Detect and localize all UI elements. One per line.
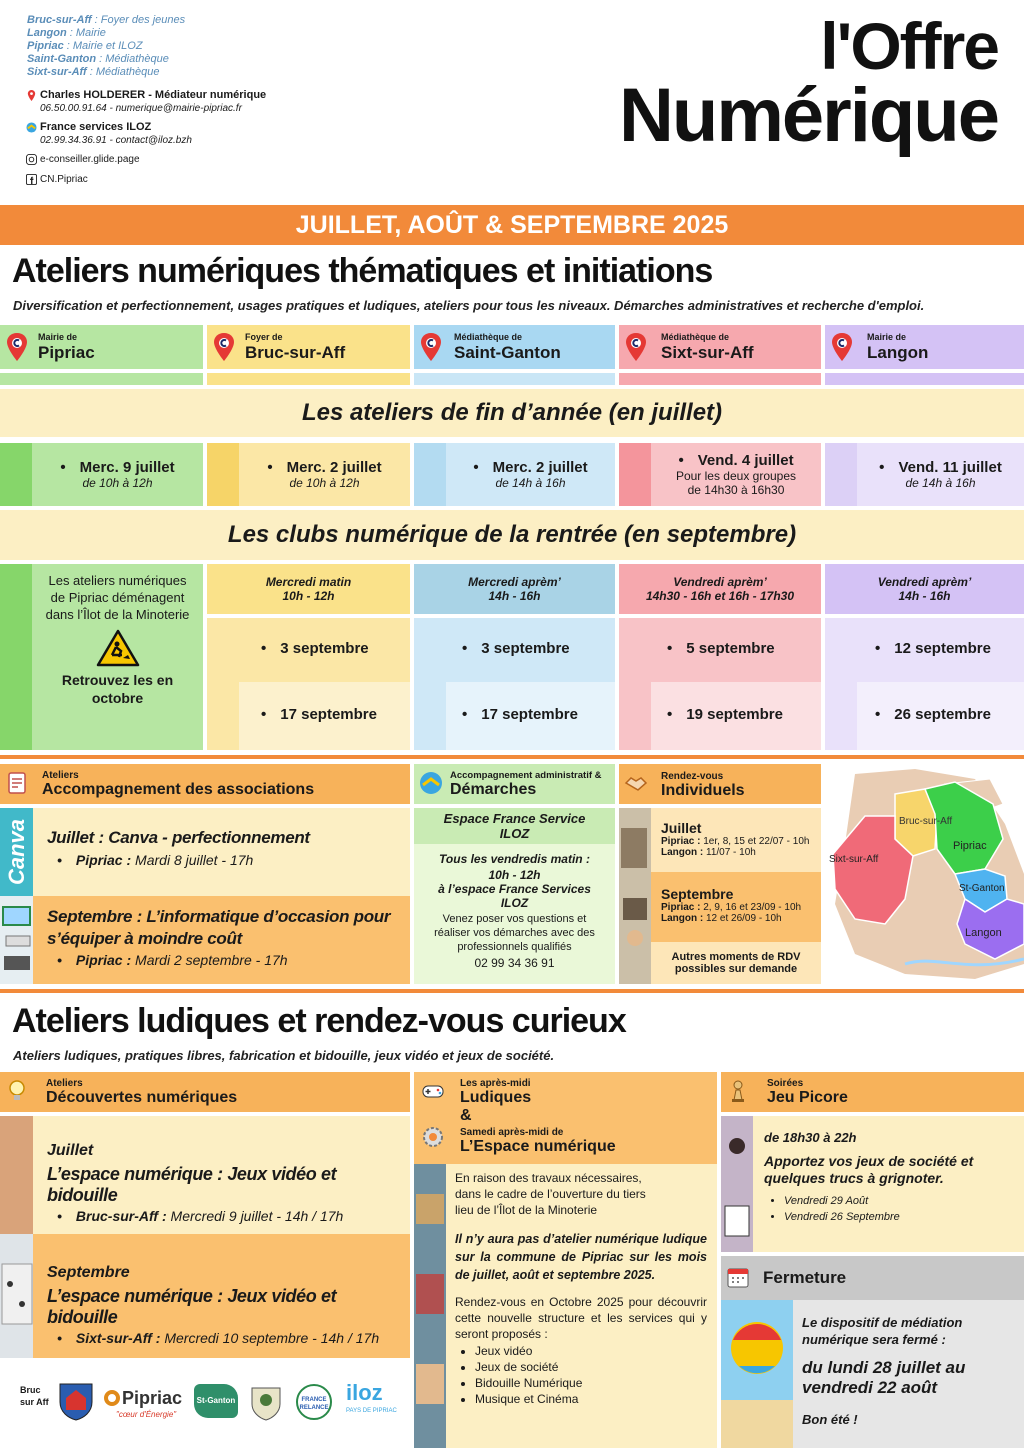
- location-line: Bruc-sur-Aff : Foyer des jeunes: [27, 14, 186, 26]
- decouvertes-septembre: Septembre L’espace numérique : Jeux vidéo et bidouille • Sixt-sur-Aff : Mercredi 10 septembre - 14h / 17h: [33, 1234, 410, 1358]
- location-line: Saint-Ganton : Médiathèque: [27, 53, 169, 65]
- demarches-header: Accompagnement administratif & Démarches: [414, 764, 615, 804]
- canva-logo: Canva: [0, 808, 33, 896]
- venue-header-saint-ganton: Médiathèque de Saint-Ganton: [414, 325, 615, 369]
- map-label-pipriac: Pipriac: [953, 840, 987, 852]
- row-accent: [619, 443, 651, 506]
- board-game-illustration-icon: [414, 1164, 446, 1448]
- fermeture-header: Fermeture: [721, 1256, 1024, 1300]
- fin-annee-title: Les ateliers de fin d’année (en juillet): [0, 389, 1024, 437]
- facebook-icon: [26, 174, 37, 185]
- office-illustration-icon: [619, 808, 651, 984]
- section-title-ateliers: Ateliers numériques thématiques et initiations: [12, 252, 713, 290]
- kids-image: [0, 1116, 33, 1234]
- clubs-title: Les clubs numérique de la rentrée (en septembre): [0, 510, 1024, 560]
- ludiques-body: En raison des travaux nécessaires, dans le cadre de l’ouverture du tiers lieu de l’Îlot de la Minoterie Il n’y aura pas d’atelier numérique ludique sur la commune de Pipriac sur les mois de juillet, août et septembre 2025. Rendez-vous en Octobre 2025 pour découvrir cette nouvelle structure et les services qui y seront proposés : • Jeux vidéo • Jeux de société • Bidouille Numérique • Musique et Cinéma: [446, 1164, 717, 1448]
- club-date-sixt-2: • 19 septembre: [651, 682, 821, 750]
- row-accent: [619, 618, 651, 750]
- club-date-langon-2: • 26 septembre: [857, 682, 1024, 750]
- logo-bruc: Bruc sur Aff: [20, 1385, 49, 1407]
- france-services-icon: [26, 122, 37, 133]
- instagram-icon: [26, 154, 37, 165]
- partner-logos: [0, 1364, 410, 1444]
- period-banner: JUILLET, AOÛT & SEPTEMBRE 2025: [0, 205, 1024, 245]
- location-line: Pipriac : Mairie et ILOZ: [27, 40, 143, 52]
- office-image: [619, 808, 651, 984]
- france-services-icon: [418, 770, 444, 796]
- row-accent: [207, 443, 239, 506]
- map-pin-icon: [625, 333, 647, 361]
- facebook-link[interactable]: CN.Pipriac: [26, 173, 88, 186]
- logo-france-relance: FRANCE RELANCE: [296, 1384, 332, 1420]
- lightbulb-icon: [4, 1078, 30, 1104]
- contact-mediator: Charles HOLDERER - Médiateur numérique 06.50.00.91.64 - numerique@mairie-pipriac.fr: [26, 89, 266, 115]
- document-icon: [4, 770, 30, 796]
- demarches-phone[interactable]: 02 99 34 36 91: [474, 956, 555, 970]
- club-date-bruc-2: • 17 septembre: [239, 682, 410, 750]
- settings-icon: [420, 1124, 446, 1150]
- club-date-sixt-1: • 5 septembre: [651, 618, 821, 682]
- coat-of-arms-icon: [58, 1382, 94, 1422]
- venue-header-pipriac: Mairie de Pipriac: [0, 325, 203, 369]
- picore-body: de 18h30 à 22h Apportez vos jeux de société et quelques trucs à grignoter. • Vendredi 29 Août • Vendredi 26 Septembre: [753, 1116, 1024, 1252]
- row-accent: [414, 618, 446, 750]
- map-label-langon: Langon: [965, 927, 1002, 939]
- mediator-contact-details[interactable]: 06.50.00.91.64 - numerique@mairie-pipriac.fr: [40, 103, 242, 114]
- map-label-saint-ganton: St-Ganton: [959, 883, 1005, 894]
- circuit-board-icon: [0, 1234, 33, 1358]
- roadwork-warning-icon: [96, 629, 140, 667]
- contact-france-services: France services ILOZ 02.99.34.36.91 - contact@iloz.bzh: [26, 121, 192, 147]
- rdv-juillet: Juillet Pipriac : 1er, 8, 15 et 22/07 - 10h Langon : 11/07 - 10h: [651, 808, 821, 872]
- club-slot-sixt: Vendredi aprèm’ 14h30 - 16h et 16h - 17h30: [619, 564, 821, 614]
- page-title: l'Offre Numérique: [619, 9, 998, 158]
- decouvertes-juillet: Juillet L’espace numérique : Jeux vidéo et bidouille • Bruc-sur-Aff : Mercredi 9 juillet - 14h / 17h: [33, 1116, 410, 1234]
- fin-annee-saint-ganton: • Merc. 2 juillet de 14h à 16h: [446, 443, 615, 506]
- fin-annee-bruc: • Merc. 2 juillet de 10h à 12h: [239, 443, 410, 506]
- club-date-langon-1: • 12 septembre: [857, 618, 1024, 682]
- chess-pawn-icon: [725, 1078, 751, 1104]
- divider: [0, 989, 1024, 993]
- row-accent: [414, 443, 446, 506]
- decouvertes-header: Ateliers Découvertes numériques: [0, 1072, 410, 1112]
- game-night-image: [721, 1116, 753, 1252]
- assoc-header: Ateliers Accompagnement des associations: [0, 764, 410, 804]
- map-pin-icon: [213, 333, 235, 361]
- iloz-subtitle: PAYS DE PIPRIAC: [346, 1408, 397, 1414]
- logo-iloz: iloz: [346, 1380, 383, 1405]
- locations-list: [27, 14, 185, 79]
- color-strip: [619, 373, 821, 385]
- ludiques-list: • Jeux vidéo • Jeux de société • Bidouille Numérique • Musique et Cinéma: [475, 1343, 707, 1407]
- section-subtitle-ludiques: Ateliers ludiques, pratiques libres, fabrication et bidouille, jeux vidéo et jeux de société.: [13, 1048, 555, 1063]
- color-strip: [825, 373, 1024, 385]
- club-slot-langon: Vendredi aprèm’ 14h - 16h: [825, 564, 1024, 614]
- fin-annee-pipriac: • Merc. 9 juillet de 10h à 12h: [32, 443, 203, 506]
- location-pin-icon: [26, 90, 37, 101]
- club-slot-bruc: Mercredi matin 10h - 12h: [207, 564, 410, 614]
- color-strip: [414, 373, 615, 385]
- color-strip: [207, 373, 410, 385]
- rdv-septembre: Septembre Pipriac : 2, 9, 16 et 23/09 - 10h Langon : 12 et 26/09 - 10h: [651, 872, 821, 942]
- venue-header-sixt: Médiathèque de Sixt-sur-Aff: [619, 325, 821, 369]
- calendar-icon: [725, 1264, 751, 1290]
- club-date-bruc-1: • 3 septembre: [239, 618, 410, 682]
- logo-pipriac: Pipriac: [104, 1388, 182, 1409]
- chess-illustration-icon: [721, 1116, 753, 1252]
- assoc-block-juillet: Juillet : Canva - perfectionnement • Pipriac : Mardi 8 juillet - 17h: [33, 808, 410, 896]
- club-date-ganton-1: • 3 septembre: [446, 618, 615, 682]
- venue-header-langon: Mairie de Langon: [825, 325, 1024, 369]
- section-title-ludiques: Ateliers ludiques et rendez-vous curieux: [12, 1002, 626, 1040]
- computer-image: [0, 896, 33, 984]
- map-pin-icon: [6, 333, 28, 361]
- fin-annee-sixt: • Vend. 4 juillet Pour les deux groupes de 14h30 à 16h30: [651, 443, 821, 506]
- logo-st-ganton: St-Ganton: [194, 1384, 238, 1418]
- gamepad-icon: [420, 1078, 446, 1104]
- crest-icon: [250, 1382, 282, 1422]
- venue-header-bruc: Foyer de Bruc-sur-Aff: [207, 325, 410, 369]
- location-line: Langon : Mairie: [27, 27, 106, 39]
- row-accent: [0, 443, 32, 506]
- ludiques-header: Les après-midi Ludiques & Samedi après-midi de L’Espace numérique: [414, 1072, 717, 1164]
- row-accent: [825, 618, 857, 750]
- picore-header: Soirées Jeu Picore: [721, 1072, 1024, 1112]
- section-subtitle-ateliers: Diversification et perfectionnement, usages pratiques et ludiques, ateliers pour tous les niveaux. Démarches administratives et recherche d'emploi.: [13, 298, 925, 313]
- clubs-pipriac-notice: Les ateliers numériques de Pipriac déménagent dans l’Îlot de la Minoterie Retrouvez les en octobre: [32, 564, 203, 750]
- france-services-contact-details[interactable]: 02.99.34.36.91 - contact@iloz.bzh: [40, 135, 192, 146]
- pipriac-tagline: "cœur d'Énergie": [116, 1410, 177, 1419]
- territory-map: [825, 764, 1024, 984]
- assoc-block-septembre: Septembre : L’informatique d’occasion pour s’équiper à moindre coût • Pipriac : Mardi 2 septembre - 17h: [33, 896, 410, 984]
- handshake-icon: [623, 770, 649, 796]
- map-label-bruc: Bruc-sur-Aff: [899, 816, 953, 827]
- beach-image: [721, 1300, 793, 1448]
- map-pin-icon: [420, 333, 442, 361]
- club-slot-saint-ganton: Mercredi aprèm’ 14h - 16h: [414, 564, 615, 614]
- map-label-sixt: Sixt-sur-Aff: [829, 854, 879, 865]
- game-illustration: [414, 1164, 446, 1448]
- website-link[interactable]: e-conseiller.glide.page: [26, 153, 140, 166]
- color-strip: [0, 373, 203, 385]
- rdv-other: Autres moments de RDV possibles sur demande: [651, 942, 821, 984]
- demarches-body: Espace France Service ILOZ Tous les vendredis matin : 10h - 12h à l’espace France Services ILOZ Venez poser vos questions et réaliser vos démarches avec des professionnels qualifiés 02 99 34 36 91: [414, 808, 615, 984]
- picore-dates: • Vendredi 29 Août • Vendredi 26 Septembre: [784, 1193, 1014, 1225]
- electronics-image: [0, 1234, 33, 1358]
- fin-annee-langon: • Vend. 11 juillet de 14h à 16h: [857, 443, 1024, 506]
- computer-icon: [0, 896, 33, 984]
- row-accent: [0, 564, 32, 750]
- row-accent: [207, 618, 239, 750]
- row-accent: [825, 443, 857, 506]
- fermeture-body: Le dispositif de médiation numérique sera fermé : du lundi 28 juillet au vendredi 22 août Bon été !: [793, 1300, 1024, 1448]
- divider: [0, 755, 1024, 759]
- beach-ball-illustration-icon: [721, 1300, 793, 1448]
- rdv-header: Rendez-vous Individuels: [619, 764, 821, 804]
- map-pin-icon: [831, 333, 853, 361]
- map-svg: [825, 764, 1024, 984]
- location-line: Sixt-sur-Aff : Médiathèque: [27, 66, 160, 78]
- club-date-ganton-2: • 17 septembre: [446, 682, 615, 750]
